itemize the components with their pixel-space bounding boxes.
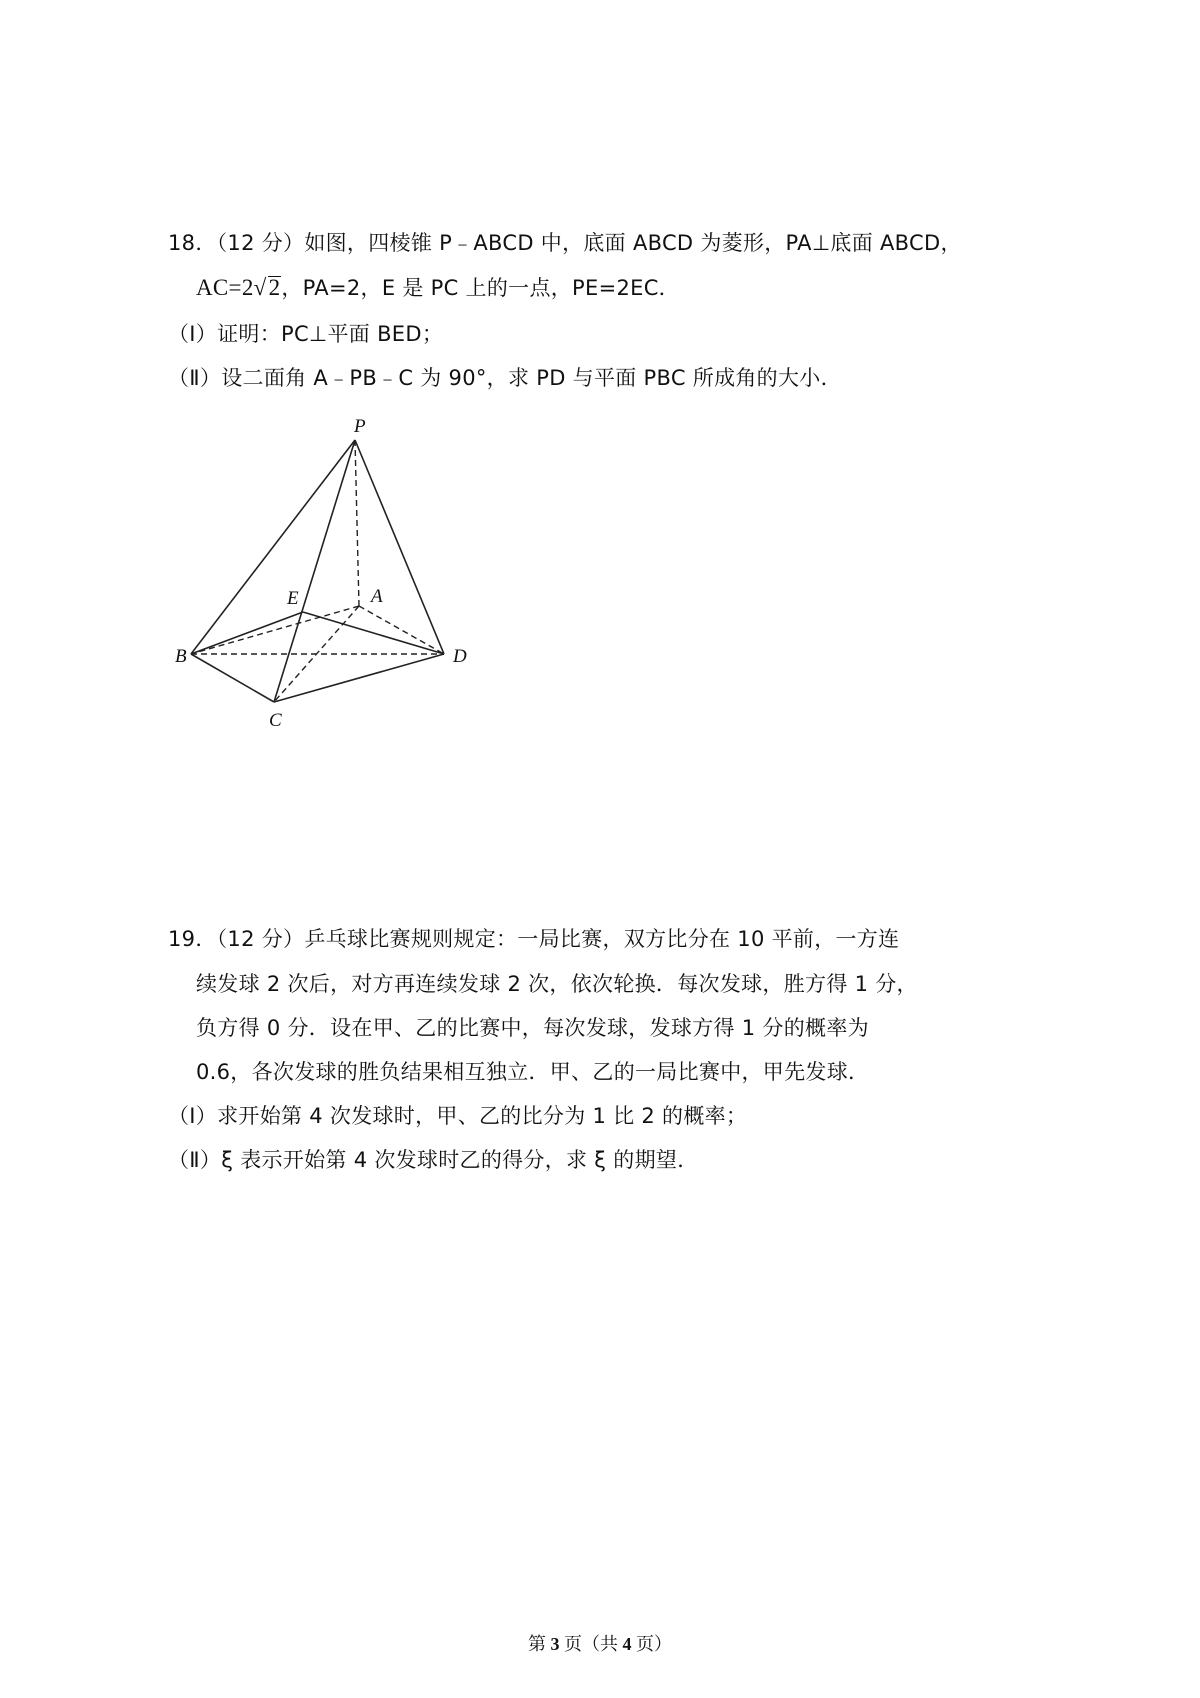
page-footer — [0, 1630, 1200, 1656]
edge-ab-hidden — [191, 606, 359, 654]
edge-pa-hidden — [355, 440, 359, 606]
q19-part2: （Ⅱ）ξ 表示开始第 4 次发球时乙的得分，求 ξ 的期望． — [168, 1148, 699, 1172]
pyramid-diagram — [175, 416, 535, 790]
footer-suffix: 页） — [636, 1634, 672, 1654]
label-e: E — [287, 588, 299, 609]
q19-stem-line3: 负方得 0 分．设在甲、乙的比赛中，每次发球，发球方得 1 分的概率为 — [196, 1016, 869, 1040]
edge-pb — [191, 440, 355, 654]
total-pages: 4 — [622, 1634, 632, 1654]
label-d: D — [453, 646, 467, 667]
label-p: P — [354, 416, 366, 437]
q18-ac-value: AC=2 — [196, 275, 254, 300]
q18-stem-line1: 18．（12 分）如图，四棱锥 P﹣ABCD 中，底面 ABCD 为菱形，PA⊥底面 ABCD， — [168, 231, 962, 255]
sqrt-symbol: √ — [253, 275, 267, 300]
q18-part2: （Ⅱ）设二面角 A﹣PB﹣C 为 90°，求 PD 与平面 PBC 所成角的大小． — [168, 366, 842, 390]
footer-prefix: 第 — [528, 1634, 546, 1654]
edge-ad-hidden — [359, 606, 444, 654]
label-c: C — [269, 710, 282, 731]
page-number: 3 — [550, 1634, 560, 1654]
label-a: A — [371, 586, 383, 607]
q19-stem-line2: 续发球 2 次后，对方再连续发球 2 次，依次轮换．每次发球，胜方得 1 分， — [196, 972, 918, 996]
q19-stem-line4: 0.6，各次发球的胜负结果相互独立．甲、乙的一局比赛中，甲先发球． — [196, 1060, 870, 1084]
edge-pd — [355, 440, 444, 654]
segment-ed — [303, 612, 444, 654]
q18-given-conditions: ，PA=2，E 是 PC 上的一点，PE=2EC． — [281, 276, 680, 300]
q18-radicand: 2 — [268, 275, 281, 300]
q18-part1: （Ⅰ）证明：PC⊥平面 BED； — [168, 322, 444, 346]
label-b: B — [175, 646, 187, 667]
pyramid-figure — [175, 416, 535, 790]
q18-stem-line2 — [196, 274, 680, 302]
q19-part1: （Ⅰ）求开始第 4 次发球时，甲、乙的比分为 1 比 2 的概率； — [168, 1104, 748, 1128]
edge-bc — [191, 654, 274, 702]
edge-cd — [274, 654, 444, 702]
footer-middle: 页（共 — [564, 1634, 618, 1654]
q19-stem-line1: 19．（12 分）乒乓球比赛规则规定：一局比赛，双方比分在 10 平前，一方连 — [168, 927, 900, 951]
edge-pc — [274, 440, 355, 702]
